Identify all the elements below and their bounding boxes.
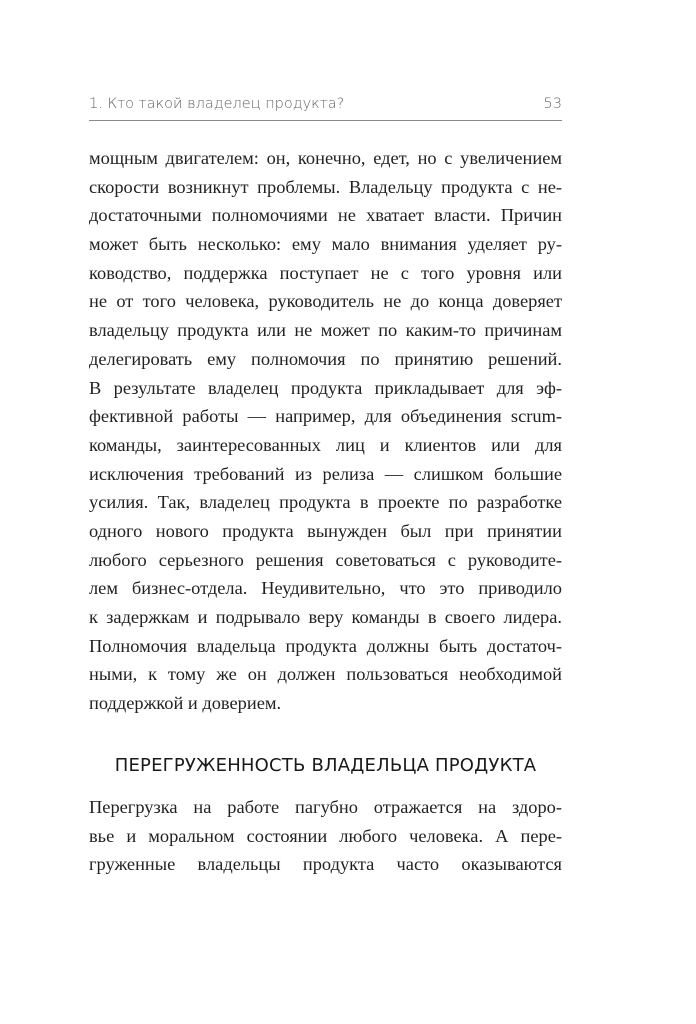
text-line: к задержкам и подрывало веру команды в своего лидера. — [89, 607, 562, 627]
text-line: делегировать ему полномочия по принятию решений. — [89, 348, 562, 369]
text-line: фективной работы — например, для объединения scrum- — [89, 406, 562, 427]
text-line: лем бизнес-отдела. Неудивительно, что это приводило — [89, 578, 562, 599]
text-line: мощным двигателем: он, конечно, едет, но с увеличением — [89, 148, 562, 168]
chapter-title: 1. Кто такой владелец продукта? — [89, 96, 345, 112]
text-line: скорости возникнут проблемы. Владельцу продукта с не- — [89, 176, 562, 197]
text-line: груженные владельцы продукта часто оказываются — [89, 854, 562, 875]
text-line: исключения требований из релиза — слишком большие — [89, 463, 562, 484]
text-line: Перегрузка на работе пагубно отражается на здоро- — [89, 797, 562, 817]
text-line: не от того человека, руководитель не до конца доверяет — [89, 291, 562, 312]
text-line: вье и моральном состоянии любого человека. А пере- — [89, 825, 562, 846]
text-line: достаточными полномочиями не хватает власти. Причин — [89, 205, 562, 226]
running-header — [89, 94, 562, 121]
text-line: поддержкой и доверием. — [89, 693, 282, 714]
text-line: может быть несколько: ему мало внимания уделяет ру- — [89, 234, 562, 255]
section-heading: ПЕРЕГРУЖЕННОСТЬ ВЛАДЕЛЬЦА ПРОДУКТА — [114, 755, 537, 776]
text-line: ководство, поддержка поступает не с того уровня или — [89, 262, 562, 283]
text-line: владельцу продукта или не может по каким-то причинам — [89, 320, 562, 341]
paragraph-2 — [89, 793, 562, 879]
text-line: любого серьезного решения советоваться с руководите- — [89, 549, 562, 570]
paragraph-1 — [89, 144, 562, 718]
page-number: 53 — [543, 96, 562, 112]
text-line: В результате владелец продукта прикладывает для эф- — [89, 377, 562, 398]
text-line: усилия. Так, владелец продукта в проекте по разработке — [89, 492, 562, 513]
text-line: Полномочия владельца продукта должны быть достаточ- — [89, 635, 562, 656]
text-line: ными, к тому же он должен пользоваться необходимой — [89, 664, 562, 685]
text-line: команды, заинтересованных лиц и клиентов или для — [89, 434, 562, 455]
text-line: одного нового продукта вынужден был при принятии — [89, 520, 562, 541]
